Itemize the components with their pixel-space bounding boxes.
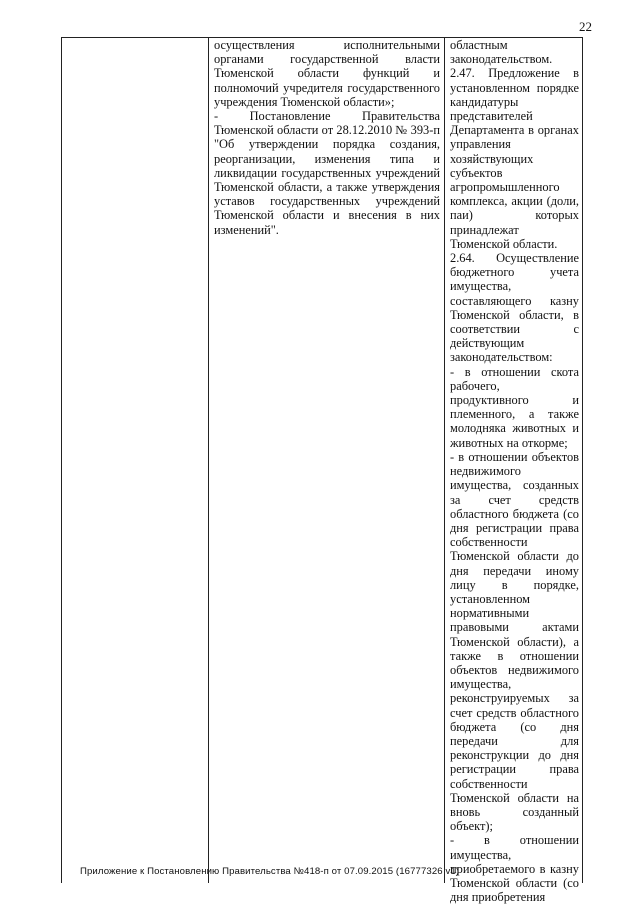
right-paragraph-4: - в отношении скота рабочего, продуктивного и племенного, а также молодняка животных и животных на откорме; bbox=[450, 364, 579, 450]
right-paragraph-5: - в отношении объектов недвижимого имущества, созданных за счет средств областного бюджета (со дня регистрации права собственности Тюменской области до дня передачи иному лицу в порядке, установленном нормативными правовыми актами Тюменской области), а также в отношении объектов недвижимого имущества, реконструируемых за счет средств областного бюджета (со дня передачи для реконструкции до дня регистрации права собственности Тюменской области на вновь созданный объект); bbox=[450, 449, 579, 834]
column-divider-left bbox=[208, 38, 209, 883]
right-paragraph-3: 2.64. Осуществление бюджетного учета имущества, составляющего казну Тюменской области, в соответствии с действующим законодательством: bbox=[450, 251, 579, 365]
right-paragraph-6: - в отношении имущества, приобретаемого в казну Тюменской области (со дня приобретения bbox=[450, 833, 579, 905]
right-column-cell bbox=[450, 38, 579, 904]
middle-paragraph-2: - Постановление Правительства Тюменской области от 28.12.2010 № 393-п "Об утверждении порядка создания, реорганизации, изменения типа и ликвидации государственных учреждений Тюменской области, а также утверждения уставов государственных учреждений Тюменской области и внесения в них изменений". bbox=[214, 109, 440, 237]
document-footer: Приложение к Постановлению Правительства №418-п от 07.09.2015 (16777326 v1) bbox=[80, 866, 460, 877]
right-paragraph-2: 2.47. Предложение в установленном порядке кандидатуры представителей Департамента в органах управления хозяйствующих субъектов агропромышленного комплекса, акции (доли, паи) которых принадлежат Тюменской области. bbox=[450, 66, 579, 251]
column-divider-right bbox=[444, 38, 445, 883]
right-paragraph-1: областным законодательством. bbox=[450, 38, 553, 67]
middle-column-cell bbox=[214, 38, 440, 237]
page-number: 22 bbox=[579, 19, 592, 34]
document-table bbox=[61, 37, 583, 905]
middle-paragraph-1: осуществления исполнительными органами государственной власти Тюменской области функций и полномочий учредителя государственного учреждения Тюменской области»; bbox=[214, 38, 440, 109]
